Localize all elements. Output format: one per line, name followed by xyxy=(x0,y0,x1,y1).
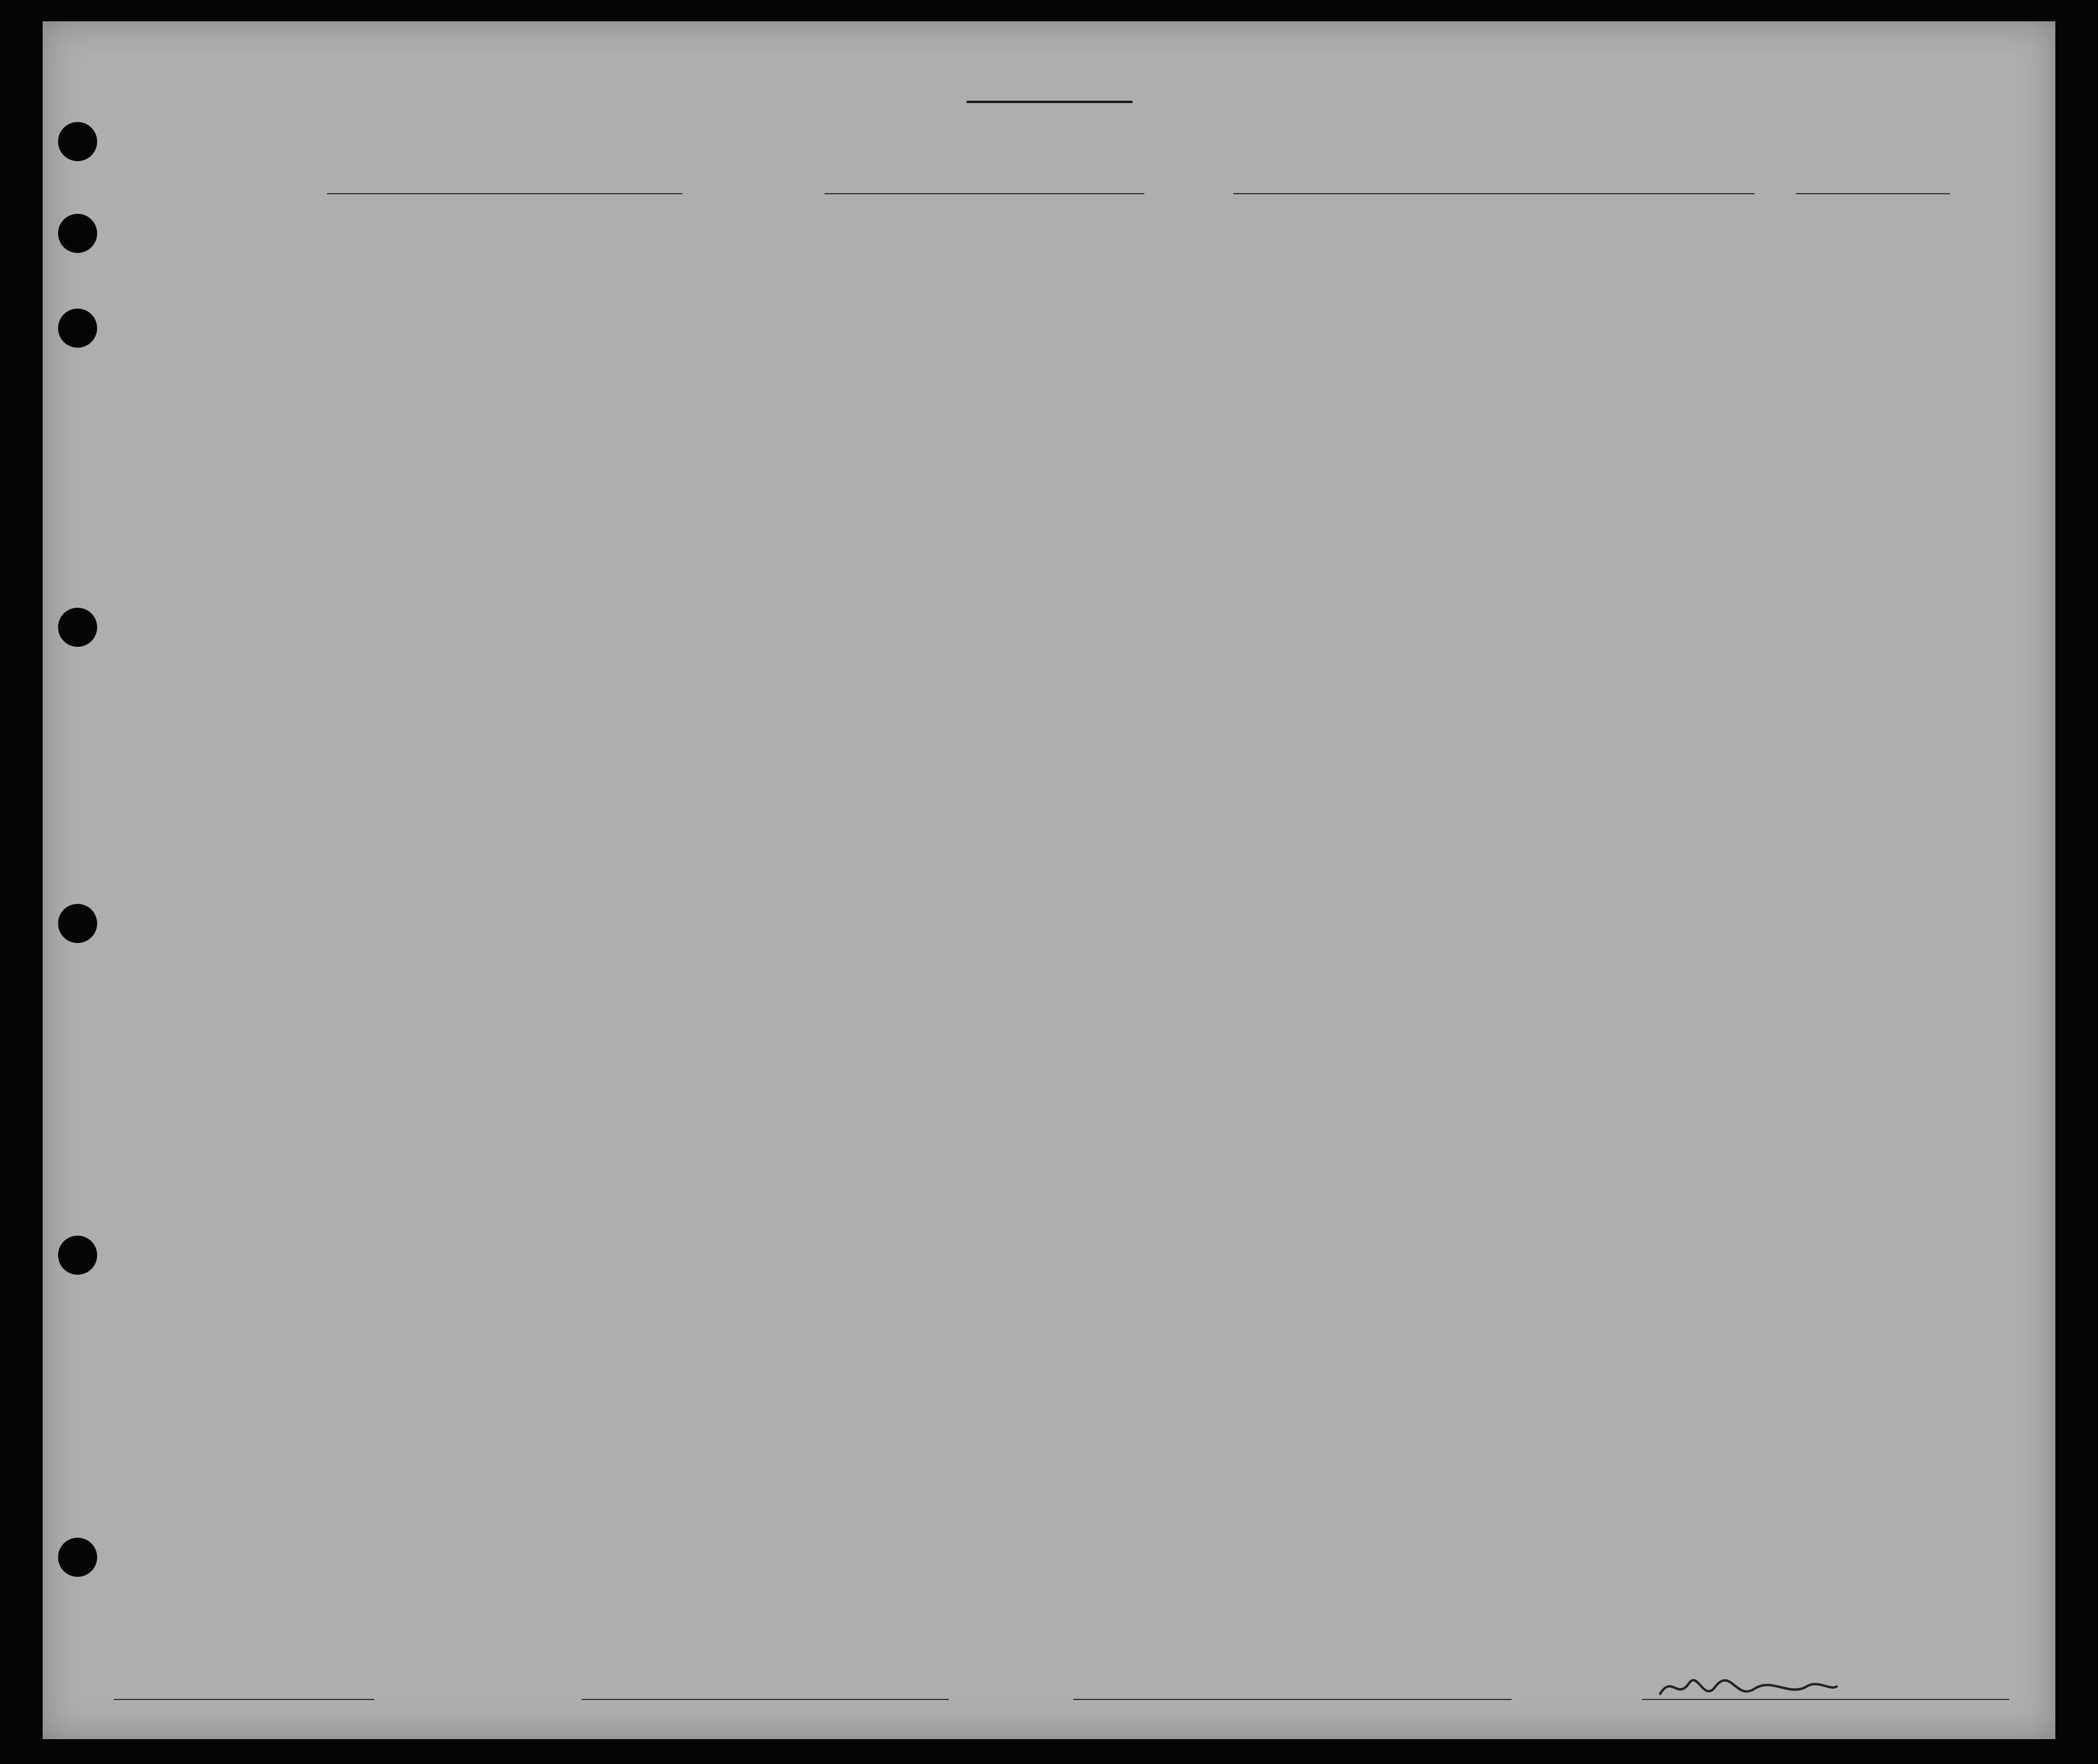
footer-line-underline xyxy=(114,1695,374,1700)
footer-owners-underline xyxy=(582,1695,949,1700)
table-grid xyxy=(43,21,2055,1739)
officer-signature xyxy=(1654,1668,1843,1710)
manifest-sheet xyxy=(43,21,2055,1739)
footer-agents-underline xyxy=(1073,1695,1512,1700)
